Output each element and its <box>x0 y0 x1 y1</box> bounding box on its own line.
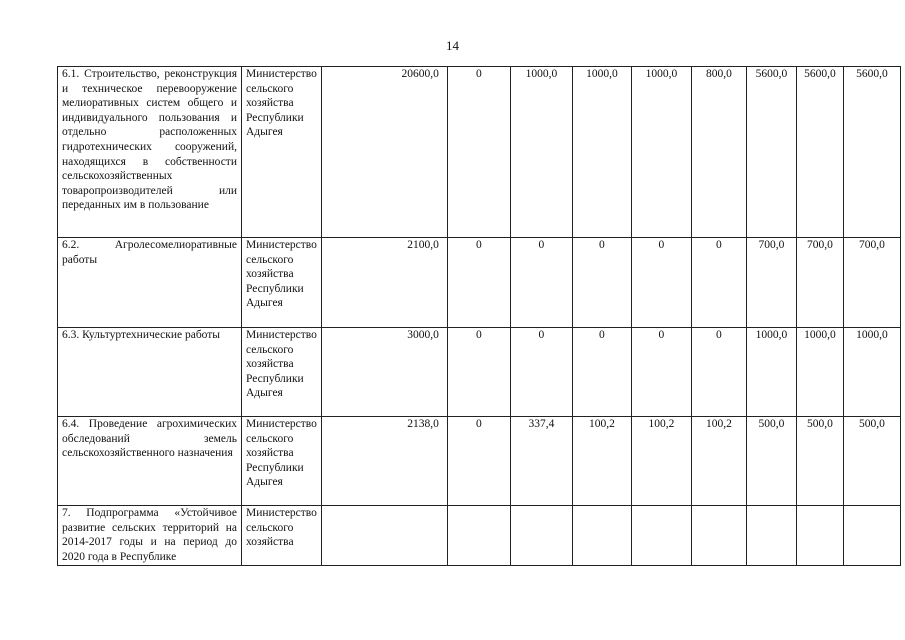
table-row <box>58 328 901 417</box>
value-cell: 800,0 <box>691 67 746 238</box>
value-cell: 0 <box>447 238 510 328</box>
value-cell <box>691 506 746 566</box>
value-cell: 0 <box>691 328 746 417</box>
measure-name: 6.2. Агролесомелиоративные работы <box>58 238 242 328</box>
value-cell: 1000,0 <box>572 67 631 238</box>
table-row <box>58 67 901 238</box>
program-budget-table <box>57 66 901 566</box>
value-cell: 0 <box>631 328 691 417</box>
measure-name: 6.1. Строительство, реконструкция и техническое перевооружение мелиоративных систем общего и индивидуального пользования и отдельно расположенных гидротехнических сооружений, находящихся в собственности сельскохозяйственных товаропроизводителей или переданных им в пользование <box>58 67 242 238</box>
value-cell: 100,2 <box>631 417 691 506</box>
measure-name: 6.4. Проведение агрохимических обследований земель сельскохозяйственного назначения <box>58 417 242 506</box>
executor: Министерство сельского хозяйства <box>242 506 322 566</box>
value-cell: 500,0 <box>746 417 796 506</box>
measure-name: 6.3. Культуртехнические работы <box>58 328 242 417</box>
table-row <box>58 238 901 328</box>
value-cell: 700,0 <box>796 238 843 328</box>
table-row <box>58 506 901 566</box>
value-cell <box>572 506 631 566</box>
value-cell: 700,0 <box>843 238 900 328</box>
value-cell: 2138,0 <box>321 417 447 506</box>
value-cell: 1000,0 <box>631 67 691 238</box>
value-cell: 100,2 <box>572 417 631 506</box>
value-cell <box>631 506 691 566</box>
value-cell <box>510 506 572 566</box>
value-cell: 0 <box>447 417 510 506</box>
value-cell: 0 <box>447 67 510 238</box>
executor: Министерство сельского хозяйства Республики Адыгея <box>242 67 322 238</box>
value-cell: 0 <box>572 328 631 417</box>
value-cell <box>843 506 900 566</box>
value-cell: 1000,0 <box>843 328 900 417</box>
value-cell: 700,0 <box>746 238 796 328</box>
executor: Министерство сельского хозяйства Республики Адыгея <box>242 417 322 506</box>
value-cell: 5600,0 <box>843 67 900 238</box>
value-cell: 0 <box>510 238 572 328</box>
value-cell: 337,4 <box>510 417 572 506</box>
executor: Министерство сельского хозяйства Республики Адыгея <box>242 328 322 417</box>
value-cell: 3000,0 <box>321 328 447 417</box>
value-cell: 0 <box>631 238 691 328</box>
value-cell: 5600,0 <box>746 67 796 238</box>
value-cell: 1000,0 <box>746 328 796 417</box>
page-number: 14 <box>446 38 459 53</box>
value-cell: 500,0 <box>843 417 900 506</box>
value-cell: 0 <box>510 328 572 417</box>
value-cell: 0 <box>447 328 510 417</box>
table-row <box>58 417 901 506</box>
value-cell: 20600,0 <box>321 67 447 238</box>
value-cell <box>447 506 510 566</box>
value-cell: 500,0 <box>796 417 843 506</box>
value-cell: 0 <box>691 238 746 328</box>
value-cell <box>746 506 796 566</box>
measure-name: 7. Подпрограмма «Устойчивое развитие сельских территорий на 2014-2017 годы и на период до 2020 года в Республике <box>58 506 242 566</box>
value-cell: 2100,0 <box>321 238 447 328</box>
value-cell: 1000,0 <box>796 328 843 417</box>
value-cell: 100,2 <box>691 417 746 506</box>
value-cell: 0 <box>572 238 631 328</box>
executor: Министерство сельского хозяйства Республики Адыгея <box>242 238 322 328</box>
value-cell <box>796 506 843 566</box>
value-cell: 5600,0 <box>796 67 843 238</box>
value-cell <box>321 506 447 566</box>
value-cell: 1000,0 <box>510 67 572 238</box>
